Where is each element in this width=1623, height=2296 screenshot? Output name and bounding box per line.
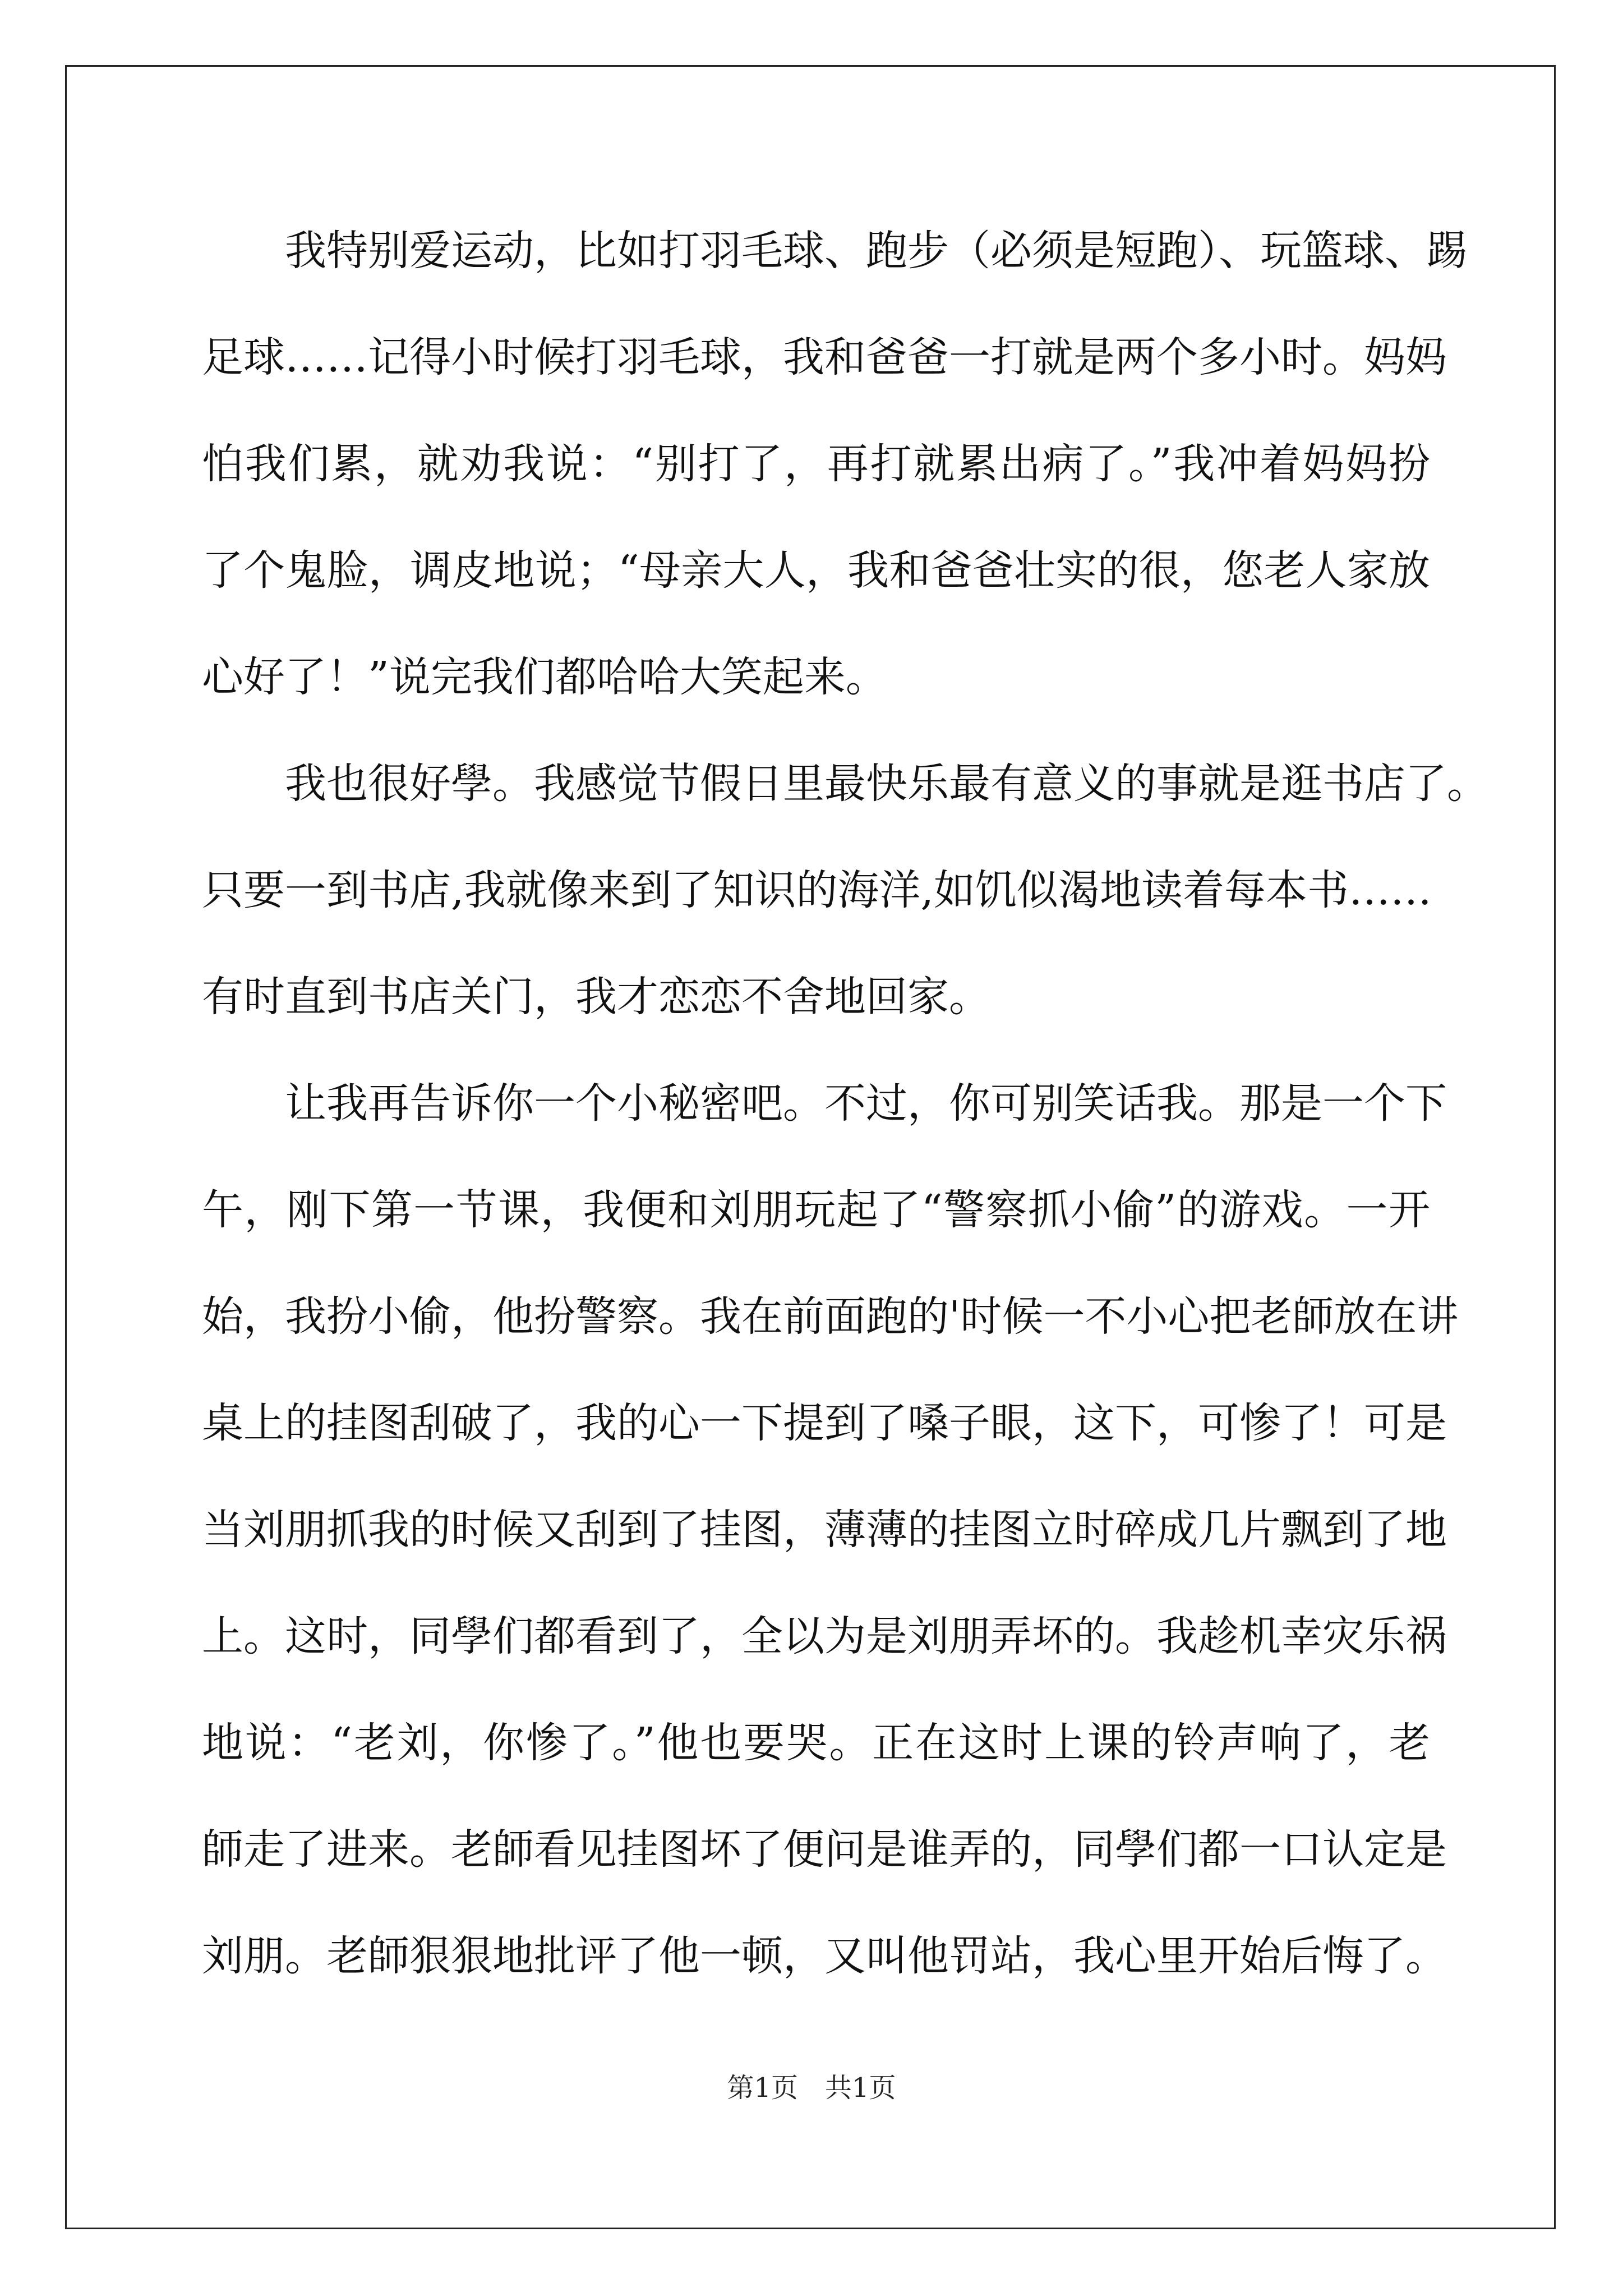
document-body <box>202 209 1488 2021</box>
text-line: 師走了进来。老師看见挂图坏了便问是谁弄的，同學们都一口认定是 <box>202 1825 1447 1874</box>
text-line: 刘朋。老師狠狠地批评了他一顿，又叫他罚站，我心里开始后悔了。 <box>202 1932 1447 1980</box>
paragraph-secret <box>202 1061 1459 2021</box>
text-line: 午，刚下第一节课，我便和刘朋玩起了“警察抓小偷”的游戏。一开 <box>202 1186 1430 1234</box>
text-line: 只要一到书店,我就像来到了知识的海洋,如饥似渴地读着每本书…… <box>202 866 1432 914</box>
paragraph-sports <box>202 209 1468 742</box>
text-line: 上。这时，同學们都看到了，全以为是刘朋弄坏的。我趁机幸灾乐祸 <box>202 1612 1447 1660</box>
text-line: 始，我扮小偷，他扮警察。我在前面跑的'时候一不小心把老師放在讲 <box>202 1292 1459 1341</box>
text-line: 我也很好學。我感觉节假日里最快乐最有意义的事就是逛书店了。 <box>285 760 1488 808</box>
text-line: 心好了！”说完我们都哈哈大笑起来。 <box>202 653 887 701</box>
text-line: 让我再告诉你一个小秘密吧。不过，你可别笑话我。那是一个下 <box>285 1079 1447 1128</box>
text-line: 有时直到书店关门，我才恋恋不舍地回家。 <box>202 973 990 1021</box>
text-line: 我特别爱运动，比如打羽毛球、跑步（必须是短跑）、玩篮球、踢 <box>285 227 1468 275</box>
paragraph-bookstore <box>202 742 1488 1061</box>
text-line: 地说：“老刘，你惨了。”他也要哭。正在这时上课的铃声响了，老 <box>202 1719 1430 1767</box>
text-line: 当刘朋抓我的时候又刮到了挂图，薄薄的挂图立时碎成几片飘到了地 <box>202 1506 1447 1554</box>
text-line: 足球……记得小时候打羽毛球，我和爸爸一打就是两个多小时。妈妈 <box>202 333 1447 381</box>
text-line: 怕我们累，就劝我说：“别打了，再打就累出病了。”我冲着妈妈扮 <box>202 440 1430 488</box>
text-line: 了个鬼脸，调皮地说；“母亲大人，我和爸爸壮实的很，您老人家放 <box>202 546 1430 595</box>
text-line: 桌上的挂图刮破了，我的心一下提到了嗓子眼，这下，可惨了！可是 <box>202 1399 1447 1447</box>
page-number-footer: 第1页 共1页 <box>727 2072 896 2104</box>
